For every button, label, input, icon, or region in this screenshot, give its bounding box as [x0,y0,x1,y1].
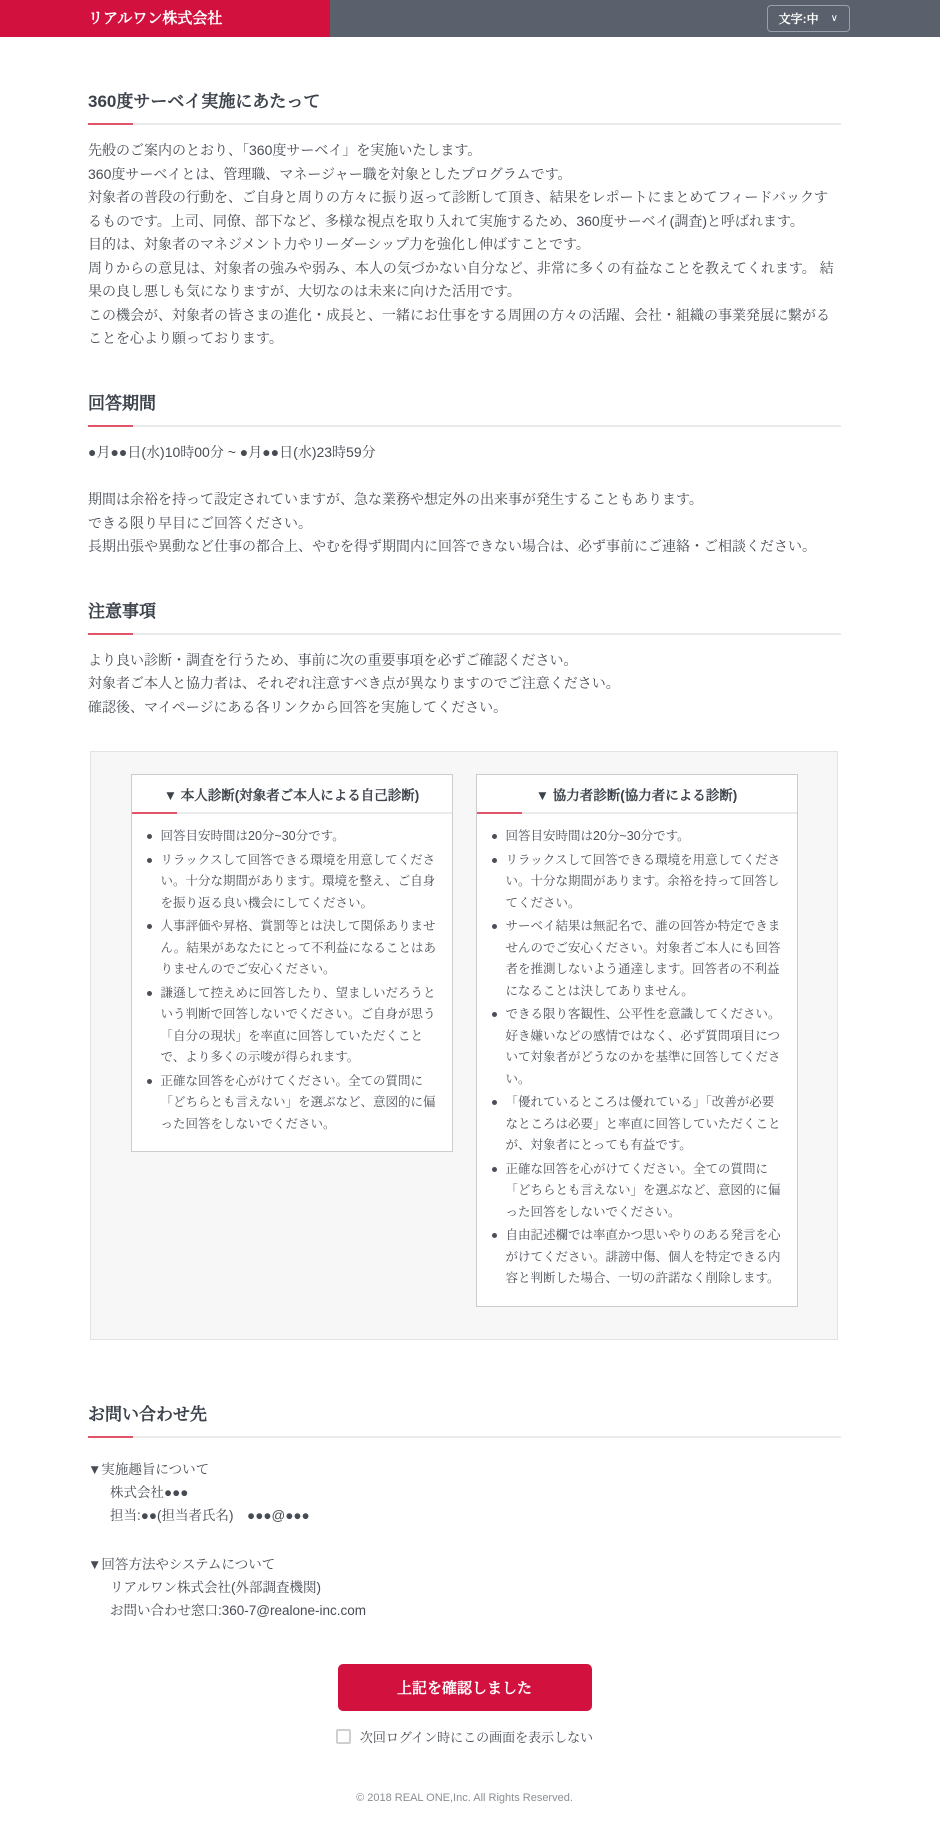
collaborator-diagnosis-box [476,774,798,1307]
self-diagnosis-box-title: ▼ 本人診断(対象者ご本人による自己診断) [163,788,420,803]
self-diagnosis-bullet-list [132,814,452,1151]
font-size-selector-label: 文字:中 [778,12,819,26]
copyright-text: © 2018 REAL ONE,Inc. All Rights Reserved. [356,1791,573,1804]
section-divider [88,633,841,635]
notes-paragraph: より良い診断・調査を行うため、事前に次の重要事項を必ずご確認ください。 [88,651,578,668]
list-item: リラックスして回答できる環境を用意してください。十分な期間があります。余裕を持って回答してください。 [489,850,787,915]
contact-line: お問い合わせ窓口:360-7@realone-inc.com [110,1602,367,1618]
intro-paragraph: 周りからの意見は、対象者の強みや弱み、本人の気づかない自分など、非常に多くの有益なことを教えてくれます。 結果の良し悪しも気になりますが、大切なのは未来に向けた活用です。 [88,259,834,299]
section-period-body [88,441,841,559]
section-intro [88,87,841,351]
list-item: 回答目安時間は20分~30分です。 [489,826,787,848]
contact-line: 担当:●●(担当者氏名) ●●●@●●● [110,1507,310,1523]
period-paragraph: 長期出張や異動など仕事の都合上、やむを得ず期間内に回答できない場合は、必ず事前にご連絡・ご相談ください。 [88,538,816,554]
period-paragraph: できる限り早目にご回答ください。 [88,514,312,531]
section-intro-body [88,139,841,351]
contact-line: 株式会社●●● [110,1484,189,1500]
list-item: 「優れているところは優れている」「改善が必要なところは必要」と率直に回答していただくことが、対象者にとっても有益です。 [489,1092,787,1157]
notes-paragraph: 対象者ご本人と協力者は、それぞれ注意すべき点が異なりますのでご注意ください。 [88,675,620,691]
list-item: サーベイ結果は無記名で、誰の回答か特定できませんのでご安心ください。対象者ご本人にも回答者を推測しないよう通達します。回答者の不利益になることは決してありません。 [489,916,787,1002]
section-contact [88,1400,841,1622]
intro-paragraph: この機会が、対象者の皆さまの進化・成長と、一緒にお仕事をする周囲の方々の活躍、会社・組織の事業発展に繋がることを心より願っております。 [88,306,830,346]
section-notes [88,597,841,1340]
collaborator-diagnosis-bullet-list [477,814,797,1306]
app-header [0,0,940,37]
contact-line: リアルワン株式会社(外部調査機関) [110,1579,321,1595]
hide-next-login-label: 次回ログイン時にこの画面を表示しない [359,1729,594,1745]
chevron-down-icon: ∨ [830,13,838,24]
period-date-line: ●月●●日(水)10時00分 ~ ●月●●日(水)23時59分 [88,443,376,460]
collaborator-diagnosis-box-title: ▼ 協力者診断(協力者による診断) [535,788,738,803]
diagnosis-notes-panel [90,751,838,1340]
list-item: 自由記述欄では率直かつ思いやりのある発言を心がけてください。誹謗中傷、個人を特定できる内容と判断した場合、一切の許諾なく削除します。 [489,1225,787,1290]
notes-paragraph: 確認後、マイページにある各リンクから回答を実施してください。 [88,698,508,715]
intro-paragraph: 先般のご案内のとおり、「360度サーベイ」を実施いたします。 [88,142,482,158]
list-item: 正確な回答を心がけてください。全ての質問に「どちらとも言えない」を選ぶなど、意図的に偏った回答をしないでください。 [144,1071,442,1136]
font-size-selector[interactable] [767,5,850,32]
list-item: リラックスして回答できる環境を用意してください。十分な期間があります。環境を整え、ご自身を振り返る良い機会にしてください。 [144,850,442,915]
intro-paragraph: 360度サーベイとは、管理職、マネージャー職を対象としたプログラムです。 [88,165,572,182]
box-divider [477,812,797,814]
confirm-button[interactable]: 上記を確認しました [338,1664,592,1711]
hide-next-login-row [88,1727,841,1746]
section-period-title: 回答期間 [88,393,156,413]
list-item: 謙遜して控えめに回答したり、望ましいだろうという判断で回答しないでください。ご自身が思う「自分の現状」を率直に回答していただくことで、より多くの示唆が得られます。 [144,983,442,1069]
section-divider [88,123,841,125]
contact-group-heading: ▼回答方法やシステムについて [88,1556,276,1572]
list-item: 正確な回答を心がけてください。全ての質問に「どちらとも言えない」を選ぶなど、意図的に偏った回答をしないでください。 [489,1159,787,1224]
main-content [88,87,841,1826]
period-paragraph: 期間は余裕を持って設定されていますが、急な業務や想定外の出来事が発生することもあります。 [88,491,703,507]
confirm-button-row [88,1664,841,1711]
brand-logo: リアルワン株式会社 [0,0,330,37]
section-intro-title: 360度サーベイ実施にあたって [88,92,321,111]
list-item: 人事評価や昇格、賞罰等とは決して関係ありません。結果があなたにとって不利益になることはありませんのでご安心ください。 [144,916,442,981]
self-diagnosis-box [131,774,453,1152]
section-notes-body [88,649,841,720]
list-item: 回答目安時間は20分~30分です。 [144,826,442,848]
section-divider [88,425,841,427]
hide-next-login-checkbox[interactable] [336,1729,351,1744]
contact-group-heading: ▼実施趣旨について [88,1461,210,1477]
section-notes-title: 注意事項 [88,601,156,621]
intro-paragraph: 対象者の普段の行動を、ご自身と周りの方々に振り返って診断して頂き、結果をレポートにまとめてフィードバックするものです。上司、同僚、部下など、多様な視点を取り入れて実施するため、360度サーベイ(調査)と呼ばれます。 [88,189,829,229]
intro-paragraph: 目的は、対象者のマネジメント力やリーダーシップ力を強化し伸ばすことです。 [88,236,590,252]
section-contact-title: お問い合わせ先 [88,1404,207,1424]
section-period [88,389,841,559]
box-divider [132,812,452,814]
contact-group-purpose [88,1458,841,1527]
section-divider [88,1436,841,1438]
list-item: できる限り客観性、公平性を意識してください。好き嫌いなどの感情ではなく、必ず質問項目について対象者がどうなのかを基準に回答してください。 [489,1004,787,1090]
contact-group-system [88,1553,841,1622]
